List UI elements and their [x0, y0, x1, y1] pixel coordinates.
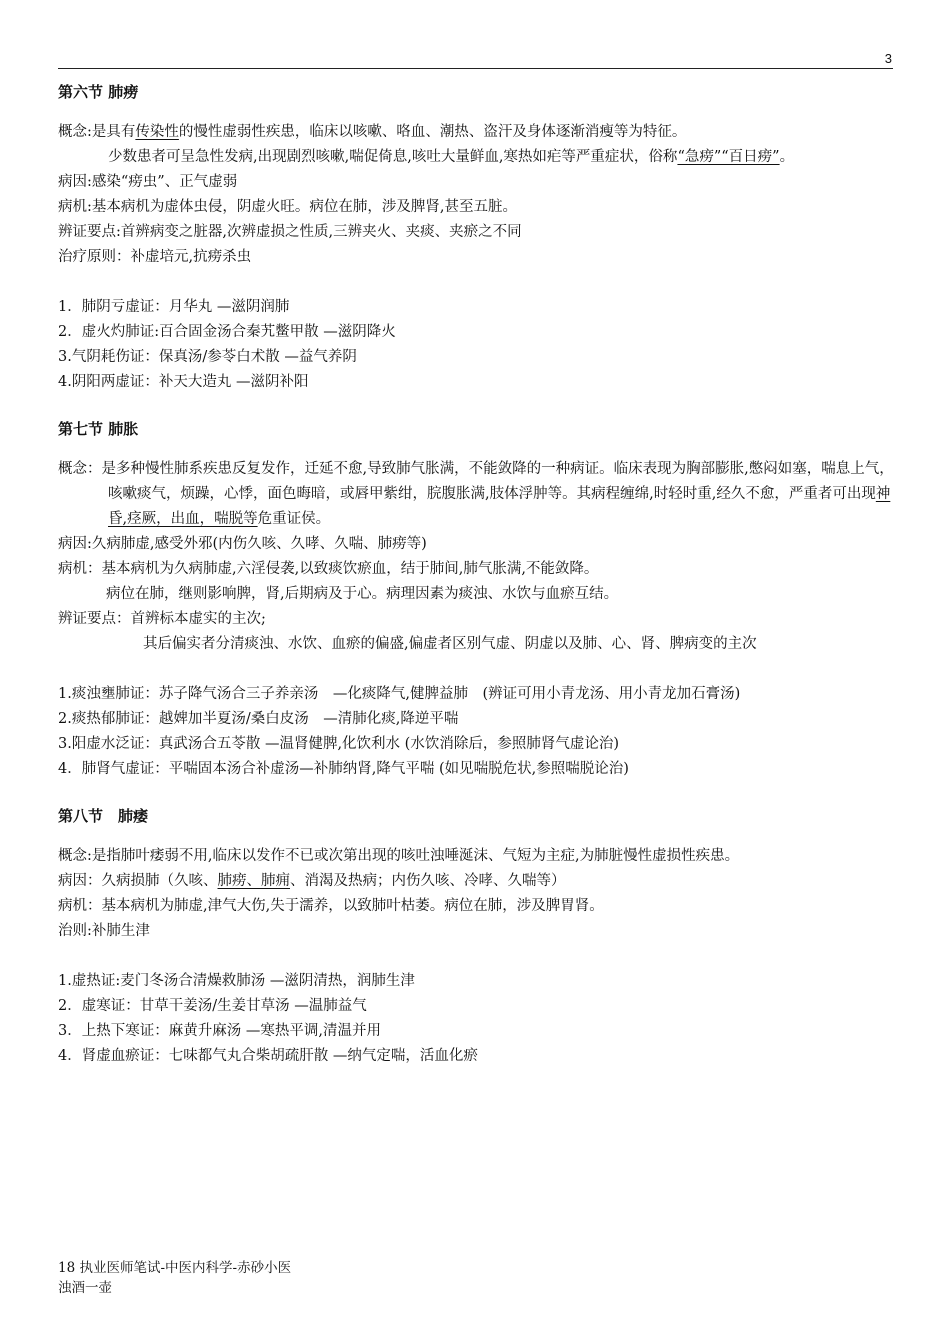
concept-text: 概念:是具有 [58, 124, 136, 140]
differentiation-line: 辨证要点:首辨病变之脏器,次辨虚损之性质,三辨夹火、夹痰、夹瘀之不同 [58, 224, 522, 240]
section-title: 第七节 肺胀 [58, 420, 139, 438]
page-number: 3 [884, 51, 892, 66]
pathogenesis-line: 病机：基本病机为肺虚,津气大伤,失于濡养，以致肺叶枯萎。病位在肺，涉及脾胃肾。 [58, 898, 604, 914]
pattern-item: 3.气阴耗伤证：保真汤/参苓白术散 —益气养阴 [58, 349, 357, 365]
pathogenesis-line: 病机：基本病机为久病肺虚,六淫侵袭,以致痰饮瘀血，结于肺间,肺气胀满,不能敛降。 [58, 561, 599, 577]
page-footer [58, 1258, 291, 1298]
pathogenesis-line-2: 病位在肺，继则影响脾，肾,后期病及于心。病理因素为痰浊、水饮与血瘀互结。 [106, 586, 619, 602]
pattern-item: 4．肺肾气虚证：平喘固本汤合补虚汤—补肺纳肾,降气平喘 (如见喘脱危状,参照喘脱论治) [58, 761, 629, 777]
differentiation-line: 辨证要点：首辨标本虚实的主次; [58, 611, 266, 627]
severe-text-end: 。 [779, 149, 795, 165]
underlined-term: 肺痨、肺痈 [217, 873, 290, 889]
etiology-text: 病因：久病损肺（久咳、 [58, 873, 218, 889]
pattern-item: 1．肺阴亏虚证：月华丸 —滋阴润肺 [58, 299, 290, 315]
pattern-item: 2．虚寒证：甘草干姜汤/生姜甘草汤 —温肺益气 [58, 998, 367, 1014]
treatment-principle-line: 治疗原则：补虚培元,抗痨杀虫 [58, 249, 252, 265]
concept-paragraph [58, 457, 898, 532]
section-title: 第六节 肺痨 [58, 83, 139, 101]
underlined-term: “急痨”“百日痨” [677, 149, 780, 165]
section-lung-distension [58, 419, 898, 782]
severe-text: 少数患者可呈急性发病,出现剧烈咳嗽,喘促倚息,咳吐大量鲜血,寒热如疟等严重症状，俗称 [108, 149, 678, 165]
differentiation-line-2: 其后偏实者分清痰浊、水饮、血瘀的偏盛,偏虚者区别气虚、阴虚以及肺、心、肾、脾病变的主次 [143, 636, 757, 652]
underlined-term: 传染性 [135, 124, 179, 140]
concept-text-rest: 的慢性虚弱性疾患，临床以咳嗽、咯血、潮热、盗汗及身体逐渐消瘦等为特征。 [178, 124, 687, 140]
pattern-item: 4.阴阳两虚证：补天大造丸 —滋阴补阳 [58, 374, 309, 390]
header-rule [58, 68, 893, 69]
etiology-text-rest: 、消渴及热病；内伤久咳、冷哮、久喘等） [290, 873, 566, 889]
footer-source: 18 执业医师笔试-中医内科学-赤砂小医 [58, 1260, 292, 1276]
underlined-term: 神昏,痉厥，出血，喘脱等 [108, 486, 891, 527]
pattern-item: 1.虚热证:麦门冬汤合清燥救肺汤 —滋阴清热，润肺生津 [58, 973, 415, 989]
pattern-item: 2.痰热郁肺证：越婢加半夏汤/桑白皮汤 —清肺化痰,降逆平喘 [58, 711, 459, 727]
pattern-item: 3．上热下寒证：麻黄升麻汤 —寒热平调,清温并用 [58, 1023, 381, 1039]
section-title: 第八节 肺痿 [58, 807, 149, 825]
section-lung-atrophy [58, 806, 898, 1069]
pattern-item: 3.阳虚水泛证：真武汤合五苓散 —温肾健脾,化饮利水 (水饮消除后，参照肺肾气虚论治) [58, 736, 619, 752]
pathogenesis-line: 病机:基本病机为虚体虫侵，阴虚火旺。病位在肺，涉及脾肾,甚至五脏。 [58, 199, 517, 215]
concept-line: 概念:是指肺叶痿弱不用,临床以发作不已或次第出现的咳吐浊唾涎沫、气短为主症,为肺脏慢性虚损性疾患。 [58, 848, 740, 864]
concept-text: 概念：是多种慢性肺系疾患反复发作，迁延不愈,导致肺气胀满，不能敛降的一种病证。临床表现为胸部膨胀,憋闷如塞，喘息上气，咳嗽痰气，烦躁，心悸，面色晦暗，或唇甲紫绀，脘腹胀满,肢体浮肿等。其病程缠绵,时轻时重,经久不愈，严重者可出现 [58, 461, 894, 502]
severe-form-paragraph [58, 145, 898, 170]
footer-author: 浊酒一壶 [58, 1280, 112, 1296]
concept-line [58, 120, 898, 145]
concept-text-end: 危重证侯。 [257, 511, 331, 527]
pattern-item: 1.痰浊壅肺证：苏子降气汤合三子养亲汤 —化痰降气,健脾益肺 (辨证可用小青龙汤、用小青龙加石膏汤) [58, 686, 741, 702]
pattern-item: 4．肾虚血瘀证：七味都气丸合柴胡疏肝散 —纳气定喘，活血化瘀 [58, 1048, 478, 1064]
treatment-principle-line: 治则:补肺生津 [58, 923, 150, 939]
etiology-line [58, 869, 898, 894]
etiology-line: 病因:感染“痨虫”、正气虚弱 [58, 174, 238, 190]
section-lung-consumption [58, 82, 898, 395]
etiology-line: 病因:久病肺虚,感受外邪(内伤久咳、久哮、久喘、肺痨等) [58, 536, 427, 552]
document-body [58, 82, 898, 1069]
pattern-item: 2．虚火灼肺证:百合固金汤合秦艽鳖甲散 —滋阴降火 [58, 324, 396, 340]
